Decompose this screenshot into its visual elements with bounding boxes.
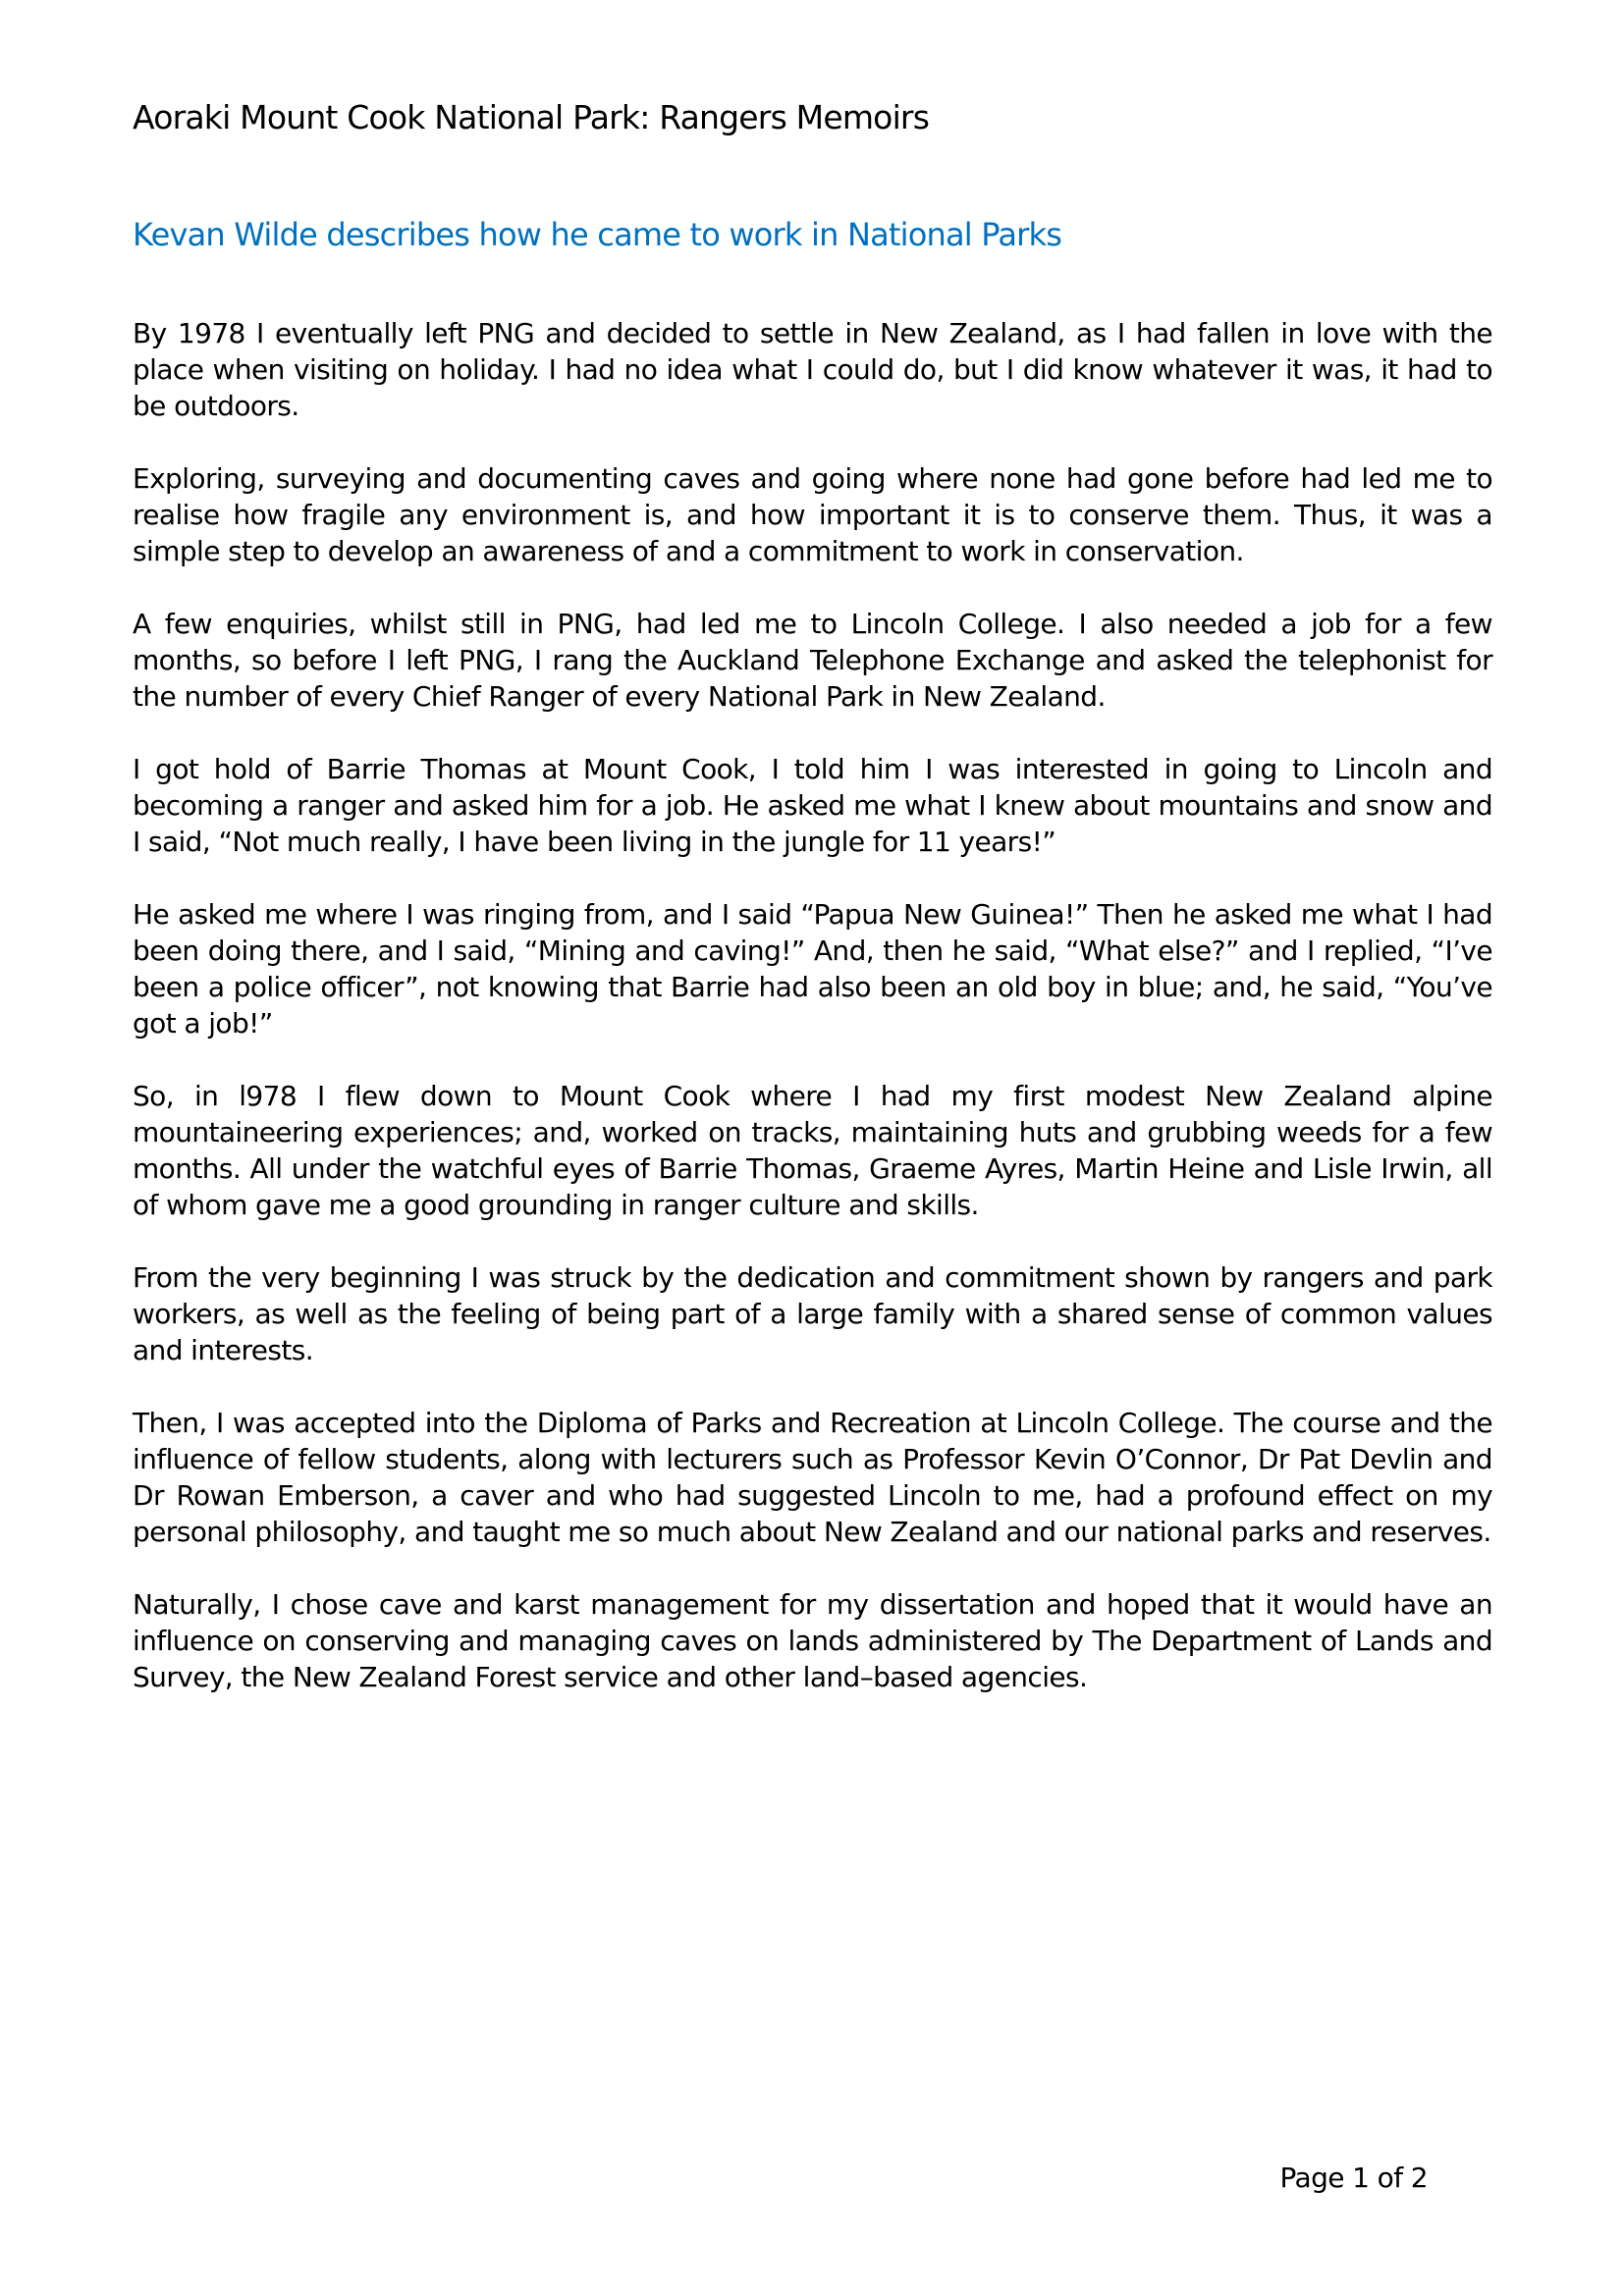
document-paragraph: Naturally, I chose cave and karst management for my dissertation and hoped that it would have an influence on conserving and managing caves on lands administered by The Department of Lands and Survey, the New Zealand Forest service and other land–based agencies. — [133, 1587, 1492, 1693]
page-number: Page 1 of 2 — [1279, 2162, 1428, 2194]
section-heading: Kevan Wilde describes how he came to work in National Parks — [133, 215, 1062, 253]
document-body — [133, 315, 1492, 1695]
document-paragraph: I got hold of Barrie Thomas at Mount Cook, I told him I was interested in going to Lincoln and becoming a ranger and asked him for a job. He asked me what I knew about mountains and snow and I said, “Not much really, I have been living in the jungle for 11 years!” — [133, 752, 1492, 858]
document-paragraph: From the very beginning I was struck by the dedication and commitment shown by rangers and park workers, as well as the feeling of being part of a large family with a shared sense of common values and interests. — [133, 1260, 1492, 1366]
document-paragraph: So, in l978 I flew down to Mount Cook where I had my first modest New Zealand alpine mountaineering experiences; and, worked on tracks, maintaining huts and grubbing weeds for a few months. All under the watchful eyes of Barrie Thomas, Graeme Ayres, Martin Heine and Lisle Irwin, all of whom gave me a good grounding in ranger culture and skills. — [133, 1079, 1492, 1221]
document-paragraph: He asked me where I was ringing from, and I said “Papua New Guinea!” Then he asked me what I had been doing there, and I said, “Mining and caving!” And, then he said, “What else?” and I replied, “I’ve been a police officer”, not knowing that Barrie had also been an old boy in blue; and, he said, “You’ve got a job!” — [133, 897, 1492, 1040]
document-title: Aoraki Mount Cook National Park: Rangers Memoirs — [133, 98, 930, 136]
document-paragraph: Then, I was accepted into the Diploma of Parks and Recreation at Lincoln College. The course and the influence of fellow students, along with lecturers such as Professor Kevin O’Connor, Dr Pat Devlin and Dr Rowan Emberson, a caver and who had suggested Lincoln to me, had a profound effect on my personal philosophy, and taught me so much about New Zealand and our national parks and reserves. — [133, 1406, 1492, 1548]
document-paragraph: Exploring, surveying and documenting caves and going where none had gone before had led me to realise how fragile any environment is, and how important it is to conserve them. Thus, it was a simple step to develop an awareness of and a commitment to work in conservation. — [133, 461, 1492, 567]
document-paragraph: By 1978 I eventually left PNG and decided to settle in New Zealand, as I had fallen in love with the place when visiting on holiday. I had no idea what I could do, but I did know whatever it was, it had to be outdoors. — [133, 316, 1492, 422]
document-paragraph: A few enquiries, whilst still in PNG, had led me to Lincoln College. I also needed a job for a few months, so before I left PNG, I rang the Auckland Telephone Exchange and asked the telephonist for the number of every Chief Ranger of every National Park in New Zealand. — [133, 607, 1492, 713]
